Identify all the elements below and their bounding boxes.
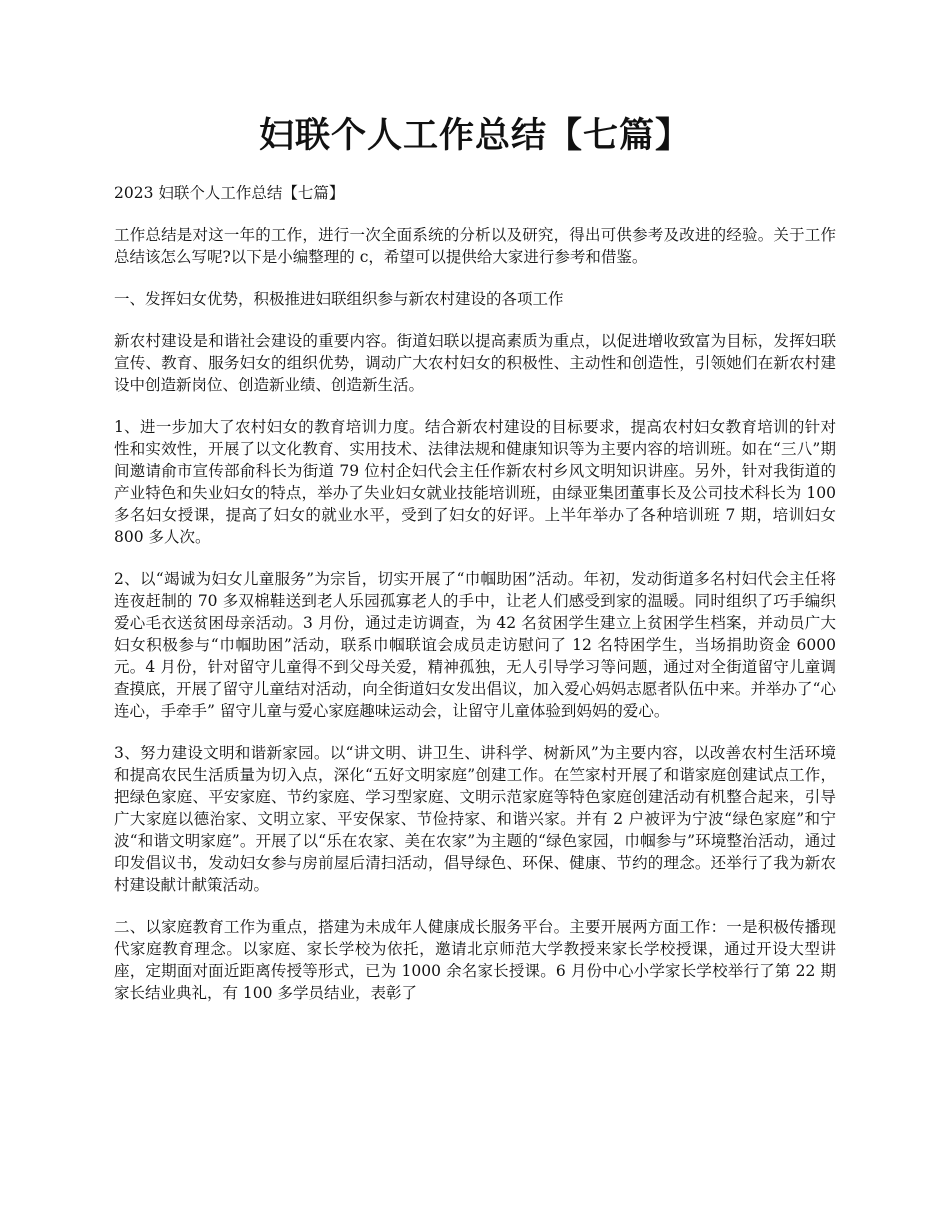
document-body (114, 108, 836, 1024)
paragraph-item-3: 3、努力建设文明和谐新家园。以“讲文明、讲卫生、讲科学、树新风”为主要内容，以改善农村生活环境和提高农民生活质量为切入点，深化“五好文明家庭”创建工作。在竺家村开展了和谐家庭创建试点工作，把绿色家庭、平安家庭、节约家庭、学习型家庭、文明示范家庭等特色家庭创建活动有机整合起来，引导广大家庭以德治家、文明立家、平安保家、节俭持家、和谐兴家。并有 2 户被评为宁波“绿色家庭”和宁波“和谐文明家庭”。开展了以“乐在农家、美在农家”为主题的“绿色家园，巾帼参与”环境整治活动，通过印发倡议书，发动妇女参与房前屋后清扫活动，倡导绿色、环保、健康、节约的理念。还举行了我为新农村建设献计献策活动。 (114, 744, 836, 894)
paragraph-intro: 工作总结是对这一年的工作，进行一次全面系统的分析以及研究，得出可供参考及改进的经验。关于工作总结该怎么写呢?以下是小编整理的 c，希望可以提供给大家进行参考和借鉴。 (114, 226, 836, 266)
paragraph-item-1: 1、进一步加大了农村妇女的教育培训力度。结合新农村建设的目标要求，提高农村妇女教育培训的针对性和实效性，开展了以文化教育、实用技术、法律法规和健康知识等为主要内容的培训班。如在“三八”期间邀请俞市宣传部俞科长为街道 79 位村企妇代会主任作新农村乡风文明知识讲座。另外，针对我街道的产业特色和失业妇女的特点，举办了失业妇女就业技能培训班，由绿亚集团董事长及公司技术科长为 100 多名妇女授课，提高了妇女的就业水平，受到了妇女的好评。上半年举办了各种培训班 7 期，培训妇女 800 多人次。 (114, 418, 836, 546)
document-subtitle: 2023 妇联个人工作总结【七篇】 (114, 184, 345, 202)
document-title: 妇联个人工作总结【七篇】 (258, 115, 691, 156)
section-heading-2: 二、以家庭教育工作为重点，搭建为未成年人健康成长服务平台。主要开展两方面工作：一是积极传播现代家庭教育理念。以家庭、家长学校为依托，邀请北京师范大学教授来家长学校授课，通过开设大型讲座，定期面对面近距离传授等形式，已为 1000 余名家长授课。6 月份中心小学家长学校举行了第 22 期家长结业典礼，有 100 多学员结业，表彰了 (114, 918, 836, 1002)
section-heading-1: 一、发挥妇女优势，积极推进妇联组织参与新农村建设的各项工作 (114, 290, 564, 308)
paragraph-item-2: 2、以“竭诚为妇女儿童服务”为宗旨，切实开展了“巾帼助困”活动。年初，发动街道多名村妇代会主任将连夜赶制的 70 多双棉鞋送到老人乐园孤寡老人的手中，让老人们感受到家的温暖。同时组织了巧手编织爱心毛衣送贫困母亲活动。3 月份，通过走访调查，为 42 名贫困学生建立上贫困学生档案，并动员广大妇女积极参与“巾帼助困”活动，联系巾帼联谊会成员走访慰问了 12 名特困学生，当场捐助资金 6000 元。4 月份，针对留守儿童得不到父母关爱，精神孤独，无人引导学习等问题，通过对全街道留守儿童调查摸底，开展了留守儿童结对活动，向全街道妇女发出倡议，加入爱心妈妈志愿者队伍中来。并举办了“心连心，手牵手” 留守儿童与爱心家庭趣味运动会，让留守儿童体验到妈妈的爱心。 (114, 570, 836, 720)
paragraph-overview: 新农村建设是和谐社会建设的重要内容。街道妇联以提高素质为重点，以促进增收致富为目标，发挥妇联宣传、教育、服务妇女的组织优势，调动广大农村妇女的积极性、主动性和创造性，引领她们在新农村建设中创造新岗位、创造新业绩、创造新生活。 (114, 332, 836, 394)
